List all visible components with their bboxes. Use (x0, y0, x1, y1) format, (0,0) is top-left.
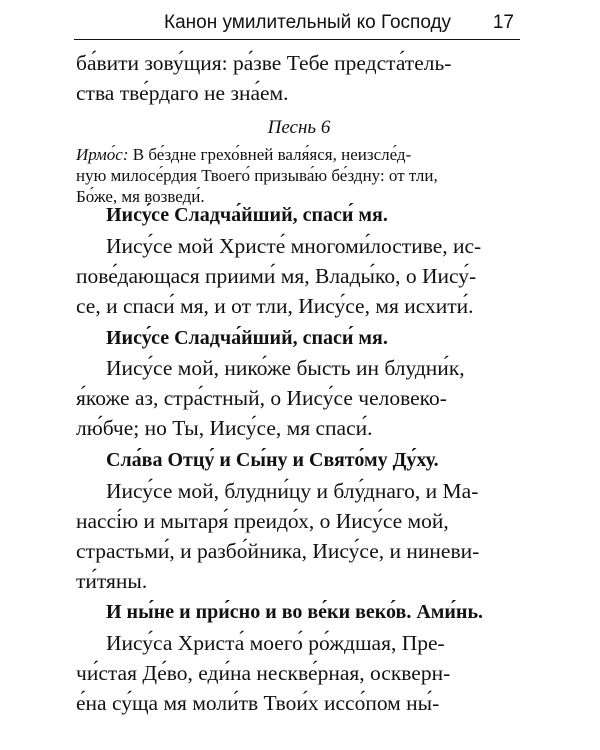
running-header (74, 8, 514, 36)
text-line: е́на су́ща мя моли́тв Твои́х иссо́пом ны́- (76, 691, 440, 715)
text-line: нассі́ю и мытаря́ преидо́х, о Иису́се мой, (76, 509, 449, 533)
text-line: Иису́се Сладча́йший, спаси́ мя. (106, 327, 388, 349)
text-line: чи́стая Де́во, еди́на нескве́рная, оскверн- (76, 661, 451, 685)
text-line: ную милосе́рдия Твоего́ призыва́ю бе́здну: от тли, (76, 166, 438, 185)
text-line: лю́бче; но Ты, Иису́се, мя спаси́. (76, 416, 373, 440)
text-line: страстьми́, и разбо́йника, Иису́се, и ниневи- (76, 539, 480, 563)
refrain-heading (76, 323, 552, 353)
text-line: я́коже аз, стра́стный, о Иису́се человеко- (76, 386, 447, 410)
text-line: Иису́се Сладча́йший, спаси́ мя. (106, 204, 388, 226)
text-line (76, 144, 522, 165)
text-line: Бо́же, мя возведи́. (76, 187, 205, 206)
glory-heading (76, 445, 552, 475)
now-and-ever-heading (76, 597, 552, 627)
page-number: 17 (492, 12, 514, 33)
irmos-text: В бе́здне грехо́вней валя́яся, неизсле́д- (128, 145, 412, 164)
text-line: Иису́са Христа́ моего́ ро́ждшая, Пре- (106, 631, 445, 655)
section-title (76, 116, 522, 140)
text-line: се, и спаси́ мя, и от тли, Иису́се, мя исхити́. (76, 294, 474, 318)
text-line: пове́дающася приими́ мя, Влады́ко, о Иису́- (76, 264, 477, 288)
continuation-paragraph (76, 48, 522, 108)
irmos-paragraph (76, 144, 522, 207)
text-line: ба́вити зову́щия: ра́зве Тебе предста́тель- (76, 51, 452, 75)
text-line: ти́тяны. (76, 569, 148, 593)
header-rule (74, 39, 520, 40)
text-line: Сла́ва Отцу́ и Сы́ну и Свято́му Ду́ху. (106, 449, 439, 471)
refrain-heading (76, 200, 552, 230)
theotokion-paragraph (76, 628, 522, 718)
troparion-paragraph (76, 231, 522, 321)
text-line: ства тве́рдаго не зна́ем. (76, 81, 289, 105)
text-line: Иису́се мой, нико́же бысть ин блудни́к, (106, 356, 465, 380)
troparion-paragraph (76, 353, 522, 443)
text-line: Иису́се мой Христе́ многоми́лостиве, ис- (106, 234, 482, 258)
text-line: И ны́не и при́сно и во ве́ки веко́в. Ами́нь. (106, 601, 484, 623)
section-title-text: Песнь 6 (267, 117, 331, 138)
text-line: Иису́се мой, блудни́цу и блу́днаго, и Ма- (106, 479, 479, 503)
irmos-label: Ирмо́с: (76, 145, 129, 164)
header-title: Канон умилительный ко Господу (164, 12, 452, 33)
troparion-paragraph (76, 476, 522, 596)
